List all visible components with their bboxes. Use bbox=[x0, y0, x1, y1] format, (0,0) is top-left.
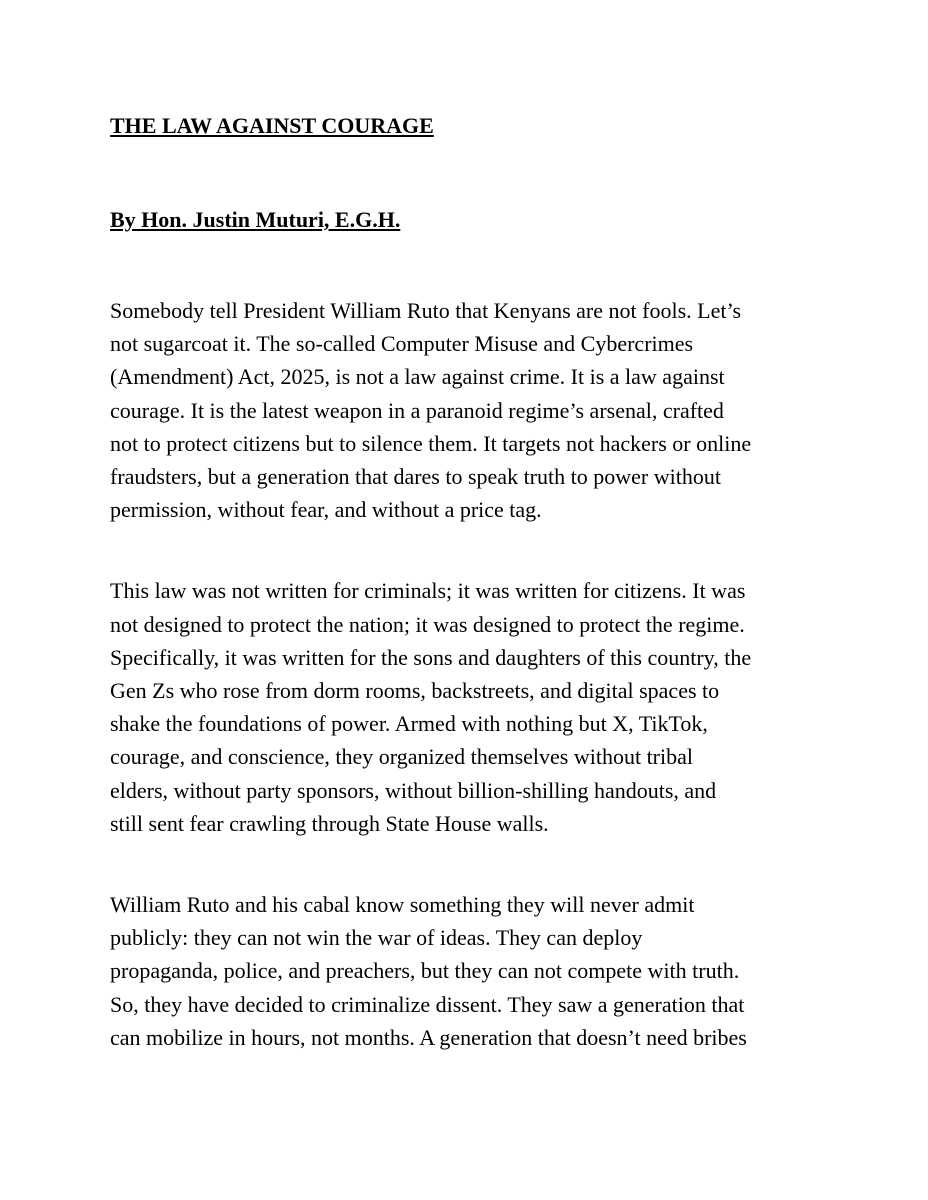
document-body bbox=[110, 294, 830, 1054]
text-line: propaganda, police, and preachers, but they can not compete with truth. bbox=[110, 958, 740, 984]
text-line: publicly: they can not win the war of ideas. They can deploy bbox=[110, 925, 643, 951]
text-line: not sugarcoat it. The so-called Computer Misuse and Cybercrimes bbox=[110, 331, 694, 357]
document-content bbox=[110, 112, 830, 1054]
text-line: This law was not written for criminals; it was written for citizens. It was bbox=[110, 578, 746, 604]
text-line: still sent fear crawling through State House walls. bbox=[110, 810, 549, 836]
text-line: permission, without fear, and without a price tag. bbox=[110, 497, 542, 523]
text-line: not designed to protect the nation; it was designed to protect the regime. bbox=[110, 611, 745, 637]
text-line: courage, and conscience, they organized themselves without tribal bbox=[110, 744, 693, 770]
author-byline: By Hon. Justin Muturi, E.G.H. bbox=[110, 207, 401, 232]
text-line: William Ruto and his cabal know something they will never admit bbox=[110, 892, 695, 918]
text-line: (Amendment) Act, 2025, is not a law against crime. It is a law against bbox=[110, 364, 725, 390]
text-line: courage. It is the latest weapon in a paranoid regime’s arsenal, crafted bbox=[110, 397, 724, 423]
text-line: shake the foundations of power. Armed with nothing but X, TikTok, bbox=[110, 711, 708, 737]
paragraph-2 bbox=[110, 574, 830, 840]
text-line: not to protect citizens but to silence them. It targets not hackers or online bbox=[110, 430, 752, 456]
text-line: Somebody tell President William Ruto that Kenyans are not fools. Let’s bbox=[110, 298, 742, 323]
text-line: So, they have decided to criminalize dissent. They saw a generation that bbox=[110, 991, 745, 1017]
text-line: Gen Zs who rose from dorm rooms, backstreets, and digital spaces to bbox=[110, 678, 720, 704]
text-line: fraudsters, but a generation that dares to speak truth to power without bbox=[110, 464, 721, 490]
text-line: can mobilize in hours, not months. A generation that doesn’t need bribes bbox=[110, 1024, 747, 1050]
text-line: elders, without party sponsors, without billion-shilling handouts, and bbox=[110, 777, 717, 803]
document-title: THE LAW AGAINST COURAGE bbox=[110, 113, 434, 138]
paragraph-3 bbox=[110, 888, 830, 1054]
paragraph-1 bbox=[110, 294, 830, 526]
text-line: Specifically, it was written for the sons and daughters of this country, the bbox=[110, 644, 752, 670]
